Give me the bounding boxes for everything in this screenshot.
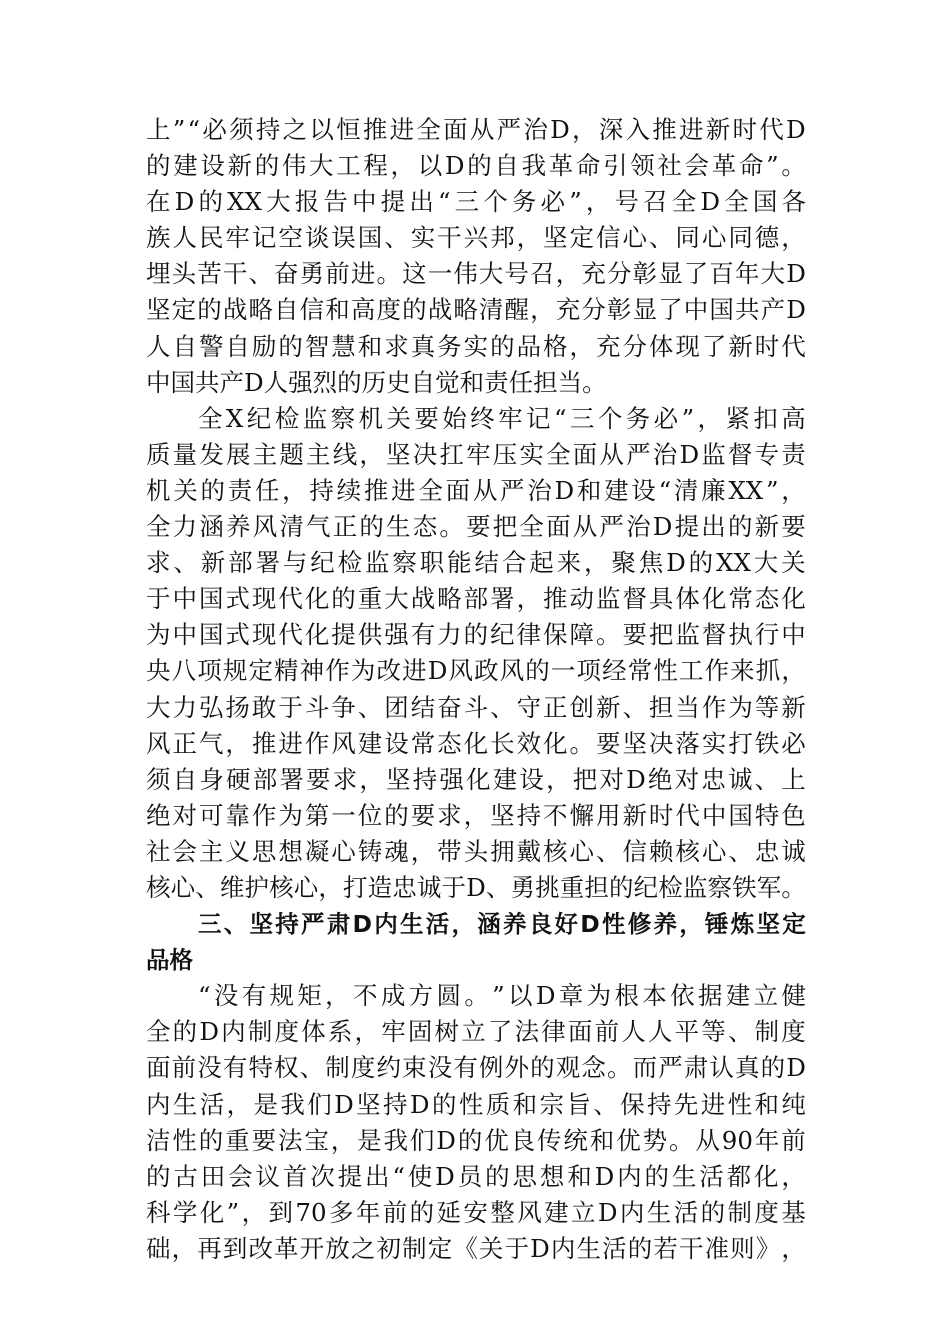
text-line: 人 自 警 自 励 的 智 慧 和 求 真 务 实 的 品 格 ， 充 分 体 现 了 新 时 代 (146, 331, 806, 361)
text-line: 在 D 的 XX 大 报 告 中 提 出 “ 三 个 务 必 ” ， 号 召 全 D 全 国 各 (146, 187, 806, 217)
text-line: 绝 对 可 靠 作 为 第 一 位 的 要 求 ， 坚 持 不 懈 用 新 时 代 中 国 特 色 (146, 800, 806, 830)
text-line: 核 心 、 维 护 核 心 ， 打 造 忠 诚 于 D 、 勇 挑 重 担 的 纪 检 监 察 铁 军 。 (146, 872, 806, 902)
document-body (146, 112, 806, 1267)
text-line: 面 前 没 有 特 权 、 制 度 约 束 没 有 例 外 的 观 念 。 而 严 肃 认 真 的 D (146, 1053, 806, 1083)
text-line: 须 自 身 硬 部 署 要 求 ， 坚 持 强 化 建 设 ， 把 对 D 绝 对 忠 诚 、 上 (146, 764, 806, 794)
text-line: 大 力 弘 扬 敢 于 斗 争 、 团 结 奋 斗 、 守 正 创 新 、 担 当 作 为 等 新 (146, 692, 806, 722)
text-line: 为 中 国 式 现 代 化 提 供 强 有 力 的 纪 律 保 障 。 要 把 监 督 执 行 中 (146, 620, 806, 650)
text-line: 坚 定 的 战 略 自 信 和 高 度 的 战 略 清 醒 ， 充 分 彰 显 了 中 国 共 产 D (146, 295, 806, 325)
text-line: “ 没 有 规 矩 ， 不 成 方 圆 。 ” 以 D 章 为 根 本 依 据 建 立 健 (198, 981, 806, 1011)
text-line: 风 正 气 ， 推 进 作 风 建 设 常 态 化 长 效 化 。 要 坚 决 落 实 打 铁 必 (146, 728, 806, 758)
text-line: 求 、 新 部 署 与 纪 检 监 察 职 能 结 合 起 来 ， 聚 焦 D 的 XX 大 关 (146, 548, 806, 578)
text-line: 全 的 D 内 制 度 体 系 ， 牢 固 树 立 了 法 律 面 前 人 人 平 等 、 制 度 (146, 1017, 806, 1047)
text-line: 科 学 化 ” ， 到 70 多 年 前 的 延 安 整 风 建 立 D 内 生 活 的 制 度 基 (146, 1197, 806, 1227)
text-line: 全 力 涵 养 风 清 气 正 的 生 态 。 要 把 全 面 从 严 治 D 提 出 的 新 要 (146, 512, 806, 542)
text-line: 族 人 民 牢 记 空 谈 误 国 、 实 干 兴 邦 ， 坚 定 信 心 、 同 心 同 德 ， (146, 223, 806, 253)
text-line: 的 建 设 新 的 伟 大 工 程 ， 以 D 的 自 我 革 命 引 领 社 会 革 命 ” 。 (146, 151, 806, 181)
text-line: 础 ， 再 到 改 革 开 放 之 初 制 定 《 关 于 D 内 生 活 的 若 干 准 则 》 ， (146, 1233, 806, 1263)
text-line: 机 关 的 责 任 ， 持 续 推 进 全 面 从 严 治 D 和 建 设 “ 清 廉 XX ” ， (146, 475, 806, 505)
text-line: 全 X 纪 检 监 察 机 关 要 始 终 牢 记 “ 三 个 务 必 ” ， 紧 扣 高 (198, 403, 806, 433)
text-line: 洁 性 的 重 要 法 宝 ， 是 我 们 D 的 优 良 传 统 和 优 势 。 从 90 年 前 (146, 1125, 806, 1155)
text-line: 社 会 主 义 思 想 凝 心 铸 魂 ， 带 头 拥 戴 核 心 、 信 赖 核 心 、 忠 诚 (146, 836, 806, 866)
section-heading-line: 三 、 坚 持 严 肃 D 内 生 活 ， 涵 养 良 好 D 性 修 养 ， 锤 炼 坚 定 (198, 910, 806, 939)
text-line: 内 生 活 ， 是 我 们 D 坚 持 D 的 性 质 和 宗 旨 、 保 持 先 进 性 和 纯 (146, 1089, 806, 1119)
text-line: 埋 头 苦 干 、 奋 勇 前 进 。 这 一 伟 大 号 召 ， 充 分 彰 显 了 百 年 大 D (146, 259, 806, 289)
text-line: 央 八 项 规 定 精 神 作 为 改 进 D 风 政 风 的 一 项 经 常 性 工 作 来 抓 ， (146, 656, 806, 686)
text-line: 质 量 发 展 主 题 主 线 ， 坚 决 扛 牢 压 实 全 面 从 严 治 D 监 督 专 责 (146, 439, 806, 469)
text-line: 于 中 国 式 现 代 化 的 重 大 战 略 部 署 ， 推 动 监 督 具 体 化 常 态 化 (146, 584, 806, 614)
text-line: 上 ” “ 必 须 持 之 以 恒 推 进 全 面 从 严 治 D ， 深 入 推 进 新 时 代 D (146, 115, 806, 144)
text-line: 的 古 田 会 议 首 次 提 出 “ 使 D 员 的 思 想 和 D 内 的 生 活 都 化 ， (146, 1161, 806, 1191)
section-heading-line: 品 格 (146, 946, 193, 975)
text-line: 中 国 共 产 D 人 强 烈 的 历 史 自 觉 和 责 任 担 当 。 (146, 367, 607, 397)
